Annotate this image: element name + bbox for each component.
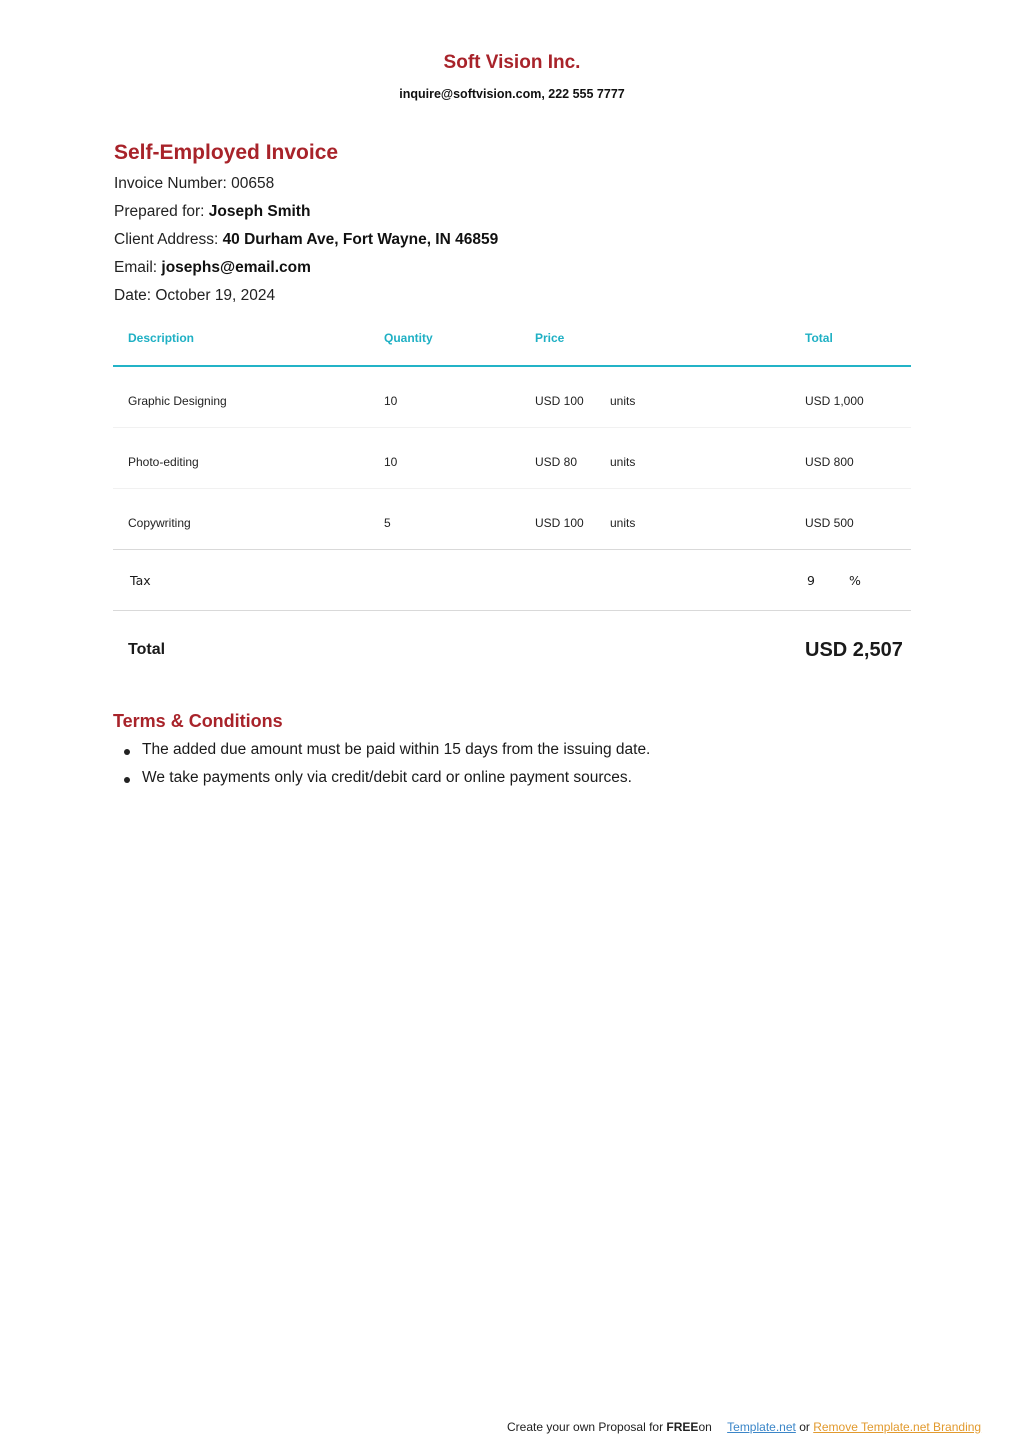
prepared-for-value: Joseph Smith bbox=[208, 203, 311, 220]
row-quantity: 10 bbox=[384, 394, 398, 408]
row-description: Photo-editing bbox=[128, 455, 199, 469]
table-row bbox=[113, 428, 911, 489]
invoice-table bbox=[113, 318, 911, 691]
row-unit: units bbox=[610, 455, 636, 469]
client-address-value: 40 Durham Ave, Fort Wayne, IN 46859 bbox=[222, 231, 499, 248]
invoice-title: Self-Employed Invoice bbox=[114, 141, 339, 164]
footer-text: Create your own Proposal for bbox=[507, 1420, 664, 1434]
client-address-label: Client Address: bbox=[114, 231, 219, 248]
tax-label: Tax bbox=[130, 573, 151, 588]
terms-list bbox=[142, 741, 650, 797]
row-price: USD 100 bbox=[535, 516, 584, 530]
invoice-number-value: 00658 bbox=[231, 175, 275, 192]
row-description: Copywriting bbox=[128, 516, 191, 530]
row-unit: units bbox=[610, 516, 636, 530]
table-row bbox=[113, 489, 911, 550]
header-total: Total bbox=[805, 331, 833, 345]
invoice-number-label: Invoice Number: bbox=[114, 175, 227, 192]
row-price: USD 80 bbox=[535, 455, 578, 469]
invoice-date bbox=[114, 287, 275, 305]
header-description: Description bbox=[128, 331, 195, 345]
tax-value: 9 bbox=[807, 573, 815, 588]
header-quantity: Quantity bbox=[384, 331, 433, 345]
remove-branding-link[interactable]: Remove Template.net Branding bbox=[813, 1420, 982, 1434]
header-price: Price bbox=[535, 331, 565, 345]
table-row bbox=[113, 367, 911, 428]
row-quantity: 5 bbox=[384, 516, 391, 530]
terms-item: We take payments only via credit/debit card or online payment sources. bbox=[142, 769, 650, 797]
prepared-for-label: Prepared for: bbox=[114, 203, 205, 220]
invoice-number bbox=[114, 175, 274, 193]
total-row bbox=[113, 611, 911, 691]
client-address bbox=[114, 231, 498, 249]
footer bbox=[507, 1420, 981, 1434]
invoice-date-label: Date: bbox=[114, 287, 152, 304]
row-unit: units bbox=[610, 394, 636, 408]
total-value: USD 2,507 bbox=[805, 639, 903, 661]
row-price: USD 100 bbox=[535, 394, 584, 408]
footer-or: or bbox=[799, 1420, 810, 1434]
row-description: Graphic Designing bbox=[128, 394, 227, 408]
client-email-label: Email: bbox=[114, 259, 158, 276]
row-total: USD 500 bbox=[805, 516, 854, 530]
prepared-for bbox=[114, 203, 310, 221]
row-total: USD 1,000 bbox=[805, 394, 864, 408]
company-name: Soft Vision Inc. bbox=[443, 52, 581, 73]
company-contact: inquire@softvision.com, 222 555 7777 bbox=[399, 87, 625, 101]
table-header bbox=[113, 318, 911, 367]
row-total: USD 800 bbox=[805, 455, 854, 469]
template-net-link[interactable]: Template.net bbox=[727, 1420, 796, 1434]
tax-row bbox=[113, 550, 911, 611]
client-email-value: josephs@email.com bbox=[161, 259, 311, 276]
total-label: Total bbox=[128, 641, 166, 658]
client-email bbox=[114, 259, 311, 277]
invoice-date-value: October 19, 2024 bbox=[155, 287, 276, 304]
terms-item: The added due amount must be paid within 15 days from the issuing date. bbox=[142, 741, 650, 769]
footer-on: on bbox=[698, 1420, 712, 1434]
row-quantity: 10 bbox=[384, 455, 398, 469]
tax-unit: % bbox=[849, 573, 861, 588]
terms-title: Terms & Conditions bbox=[113, 711, 283, 731]
footer-free: FREE bbox=[666, 1420, 699, 1434]
